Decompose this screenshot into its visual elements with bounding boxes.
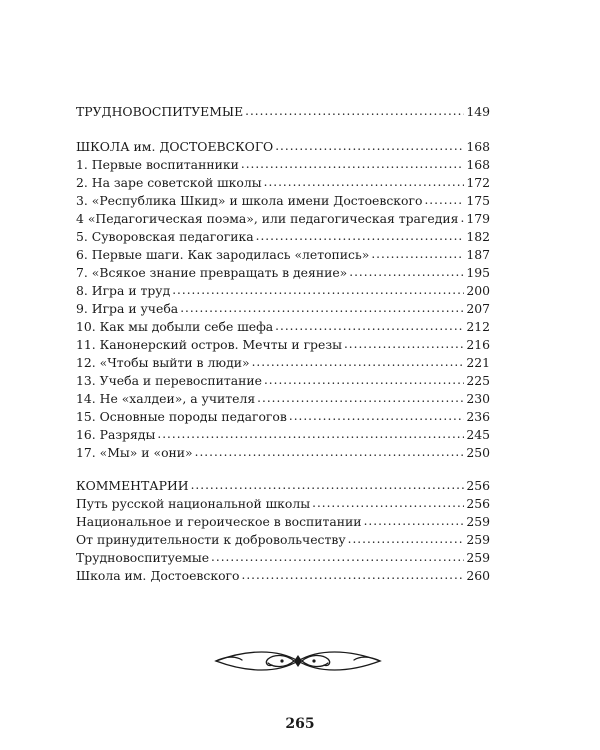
toc-title: ТРУДНОВОСПИТУЕМЫЕ [76,104,244,119]
toc-title: КОММЕНТАРИИ [76,478,189,493]
toc-title: 6. Первые шаги. Как зародилась «летопись» [76,247,370,262]
dot-leader [364,512,465,530]
toc-title: От принудительности к добровольчеству [76,532,346,547]
toc-item [76,228,490,246]
toc-item [76,156,490,174]
toc-page-number: 182 [466,229,490,244]
dot-leader [275,137,464,155]
toc-page-number: 230 [466,391,490,406]
toc-item [76,513,490,531]
toc-page-number: 259 [466,550,490,565]
dot-leader [245,102,464,120]
dot-leader [344,335,464,353]
toc-title: 2. На заре советской школы [76,175,262,190]
toc-title: 5. Суворовская педагогика [76,229,254,244]
toc-item [76,336,490,354]
page-number: 265 [285,716,315,732]
toc-title: 13. Учеба и перевоспитание [76,373,262,388]
dot-leader [157,425,464,443]
toc-page-number: 172 [466,175,490,190]
toc-title: 3. «Республика Шкид» и школа имени Достоевского [76,193,423,208]
toc-item [76,495,490,513]
dot-leader [264,371,464,389]
dot-leader [180,299,464,317]
dot-leader [312,494,464,512]
dot-leader [191,476,465,494]
toc-heading-shkola-dostoevskogo [76,138,490,156]
toc-page-number: 168 [466,139,490,154]
toc-item [76,192,490,210]
toc-title: 4 «Педагогическая поэма», или педагогическая трагедия [76,211,459,226]
toc-page-number: 187 [466,247,490,262]
toc-item [76,264,490,282]
toc-item [76,300,490,318]
toc-heading-trudnovospituemye [76,103,490,121]
toc-title: 10. Как мы добыли себе шефа [76,319,274,334]
toc-title: 16. Разряды [76,427,156,442]
dot-leader [256,227,465,245]
toc-title: ШКОЛА им. ДОСТОЕВСКОГО [76,139,274,154]
dot-leader [348,530,465,548]
toc-item [76,549,490,567]
toc-page-number: 260 [466,568,490,583]
dot-leader [257,389,464,407]
dot-leader [195,443,465,461]
toc-title: Трудновоспитуемые [76,550,210,565]
toc-page-number: 236 [466,409,490,424]
toc-item [76,282,490,300]
toc-page-number: 245 [466,427,490,442]
toc-item [76,426,490,444]
toc-title: 17. «Мы» и «они» [76,445,193,460]
toc-page-number: 168 [466,157,490,172]
toc-page-number: 195 [466,265,490,280]
table-of-contents [76,0,490,750]
toc-title: 12. «Чтобы выйти в люди» [76,355,250,370]
toc-page-number: 207 [466,301,490,316]
dot-leader [460,209,464,227]
toc-page-number: 225 [466,373,490,388]
toc-item [76,174,490,192]
toc-item [76,318,490,336]
toc-title: Школа им. Достоевского [76,568,240,583]
toc-title: 7. «Всякое знание превращать в деяние» [76,265,348,280]
toc-item [76,567,490,585]
toc-item [76,372,490,390]
dot-leader [349,263,464,281]
toc-item [76,531,490,549]
toc-title: 1. Первые воспитанники [76,157,239,172]
dot-leader [275,317,464,335]
toc-title: Национальное и героическое в воспитании [76,514,362,529]
toc-page-number: 216 [466,337,490,352]
dot-leader [242,566,465,584]
toc-page-number: 259 [466,532,490,547]
dot-leader [252,353,465,371]
toc-title: 8. Игра и труд [76,283,171,298]
dot-leader [172,281,464,299]
toc-page-number: 256 [466,478,490,493]
toc-page-number: 175 [466,193,490,208]
toc-title: Путь русской национальной школы [76,496,311,511]
toc-title: 9. Игра и учеба [76,301,179,316]
toc-item [76,354,490,372]
toc-page-number: 259 [466,514,490,529]
toc-heading-kommentarii [76,477,490,495]
toc-item [76,408,490,426]
toc-page-number: 149 [466,104,490,119]
dot-leader [289,407,464,425]
dot-leader [371,245,464,263]
toc-page-number: 212 [466,319,490,334]
toc-title: 11. Канонерский остров. Мечты и грезы [76,337,342,352]
toc-item [76,210,490,228]
toc-title: 14. Не «халдеи», а учителя [76,391,256,406]
decorative-scroll-ornament-icon [208,646,388,676]
toc-title: 15. Основные породы педагогов [76,409,287,424]
dot-leader [211,548,464,566]
toc-page-number: 200 [466,283,490,298]
toc-page-number: 179 [466,211,490,226]
toc-page-number: 250 [466,445,490,460]
toc-item [76,444,490,462]
dot-leader [264,173,465,191]
dot-leader [241,155,464,173]
dot-leader [424,191,464,209]
toc-item [76,390,490,408]
toc-item [76,246,490,264]
toc-page-number: 256 [466,496,490,511]
toc-page-number: 221 [466,355,490,370]
